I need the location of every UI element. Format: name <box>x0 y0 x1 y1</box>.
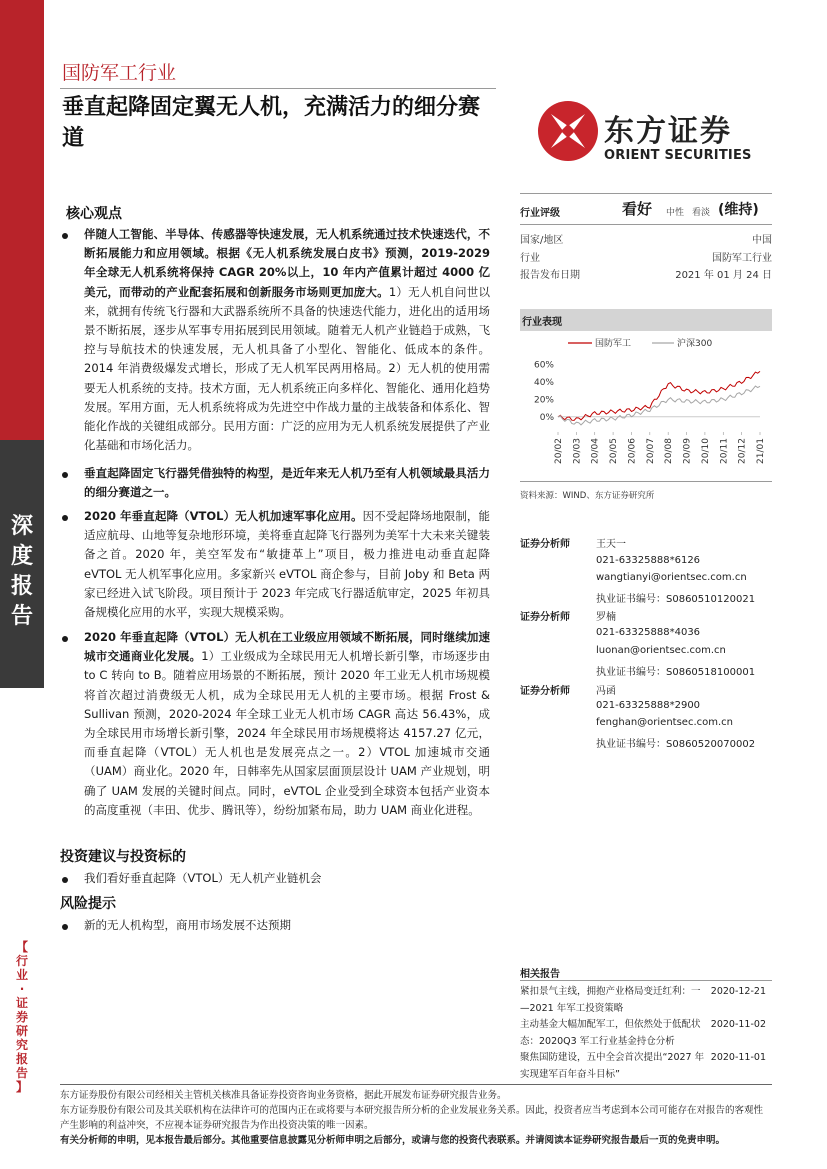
related-report-title: —2021 年军工投资策略 <box>520 1003 624 1014</box>
rating-option-neutral: 中性 <box>666 208 685 218</box>
bullet-dot <box>62 924 68 930</box>
analyst-email[interactable]: wangtianyi@orientsec.com.cn <box>596 572 747 583</box>
rating-label: 行业评级 <box>520 208 560 219</box>
bullet-dot <box>62 515 68 521</box>
analyst-name: 罗楠 <box>596 612 616 623</box>
emphasis-text: 2020 年垂直起降（VTOL）无人机加速军事化应用。 <box>84 509 363 523</box>
category-char: 究 <box>15 1038 28 1052</box>
core-view-paragraph-3 <box>84 507 490 622</box>
meta-key: 报告发布日期 <box>520 270 580 281</box>
analyst-role: 证券分析师 <box>520 612 570 623</box>
risk-item: 新的无人机构型，商用市场发展不达预期 <box>84 918 291 932</box>
orient-securities-logo-icon <box>537 100 599 162</box>
analyst-role: 证券分析师 <box>520 539 570 550</box>
x-tick-label: 20/12 <box>737 438 748 464</box>
analyst-cert: 执业证书编号：S0860520070002 <box>596 739 756 750</box>
core-view-paragraph-2 <box>84 464 490 502</box>
performance-heading-bar <box>520 309 772 331</box>
bullet-dot <box>62 877 68 883</box>
analyst-name: 王天一 <box>596 539 626 550</box>
core-view-heading: 核心观点 <box>66 206 122 222</box>
category-char: 】 <box>15 1080 28 1094</box>
category-char: 行 <box>15 954 28 968</box>
meta-key: 国家/地区 <box>520 235 564 246</box>
report-type-char: 告 <box>10 604 33 629</box>
related-report-title: 态：2020Q3 军工行业基金持仓分析 <box>520 1036 675 1047</box>
category-char: 券 <box>15 1010 28 1024</box>
x-tick-label: 20/06 <box>627 438 638 464</box>
report-type-char: 度 <box>10 544 33 569</box>
y-tick-label: 0% <box>539 412 554 423</box>
body-text: 1）工业级成为全球民用无人机增长新引擎，市场逐步由 to C 转向 to B。随着应用场景的不断拓展，预计 2020 年工业无人机市场规模将首次超过消费级无人机，成为全球民用无人机的主要市场。根据 Frost & Sullivan 预测，2020-2024 年全球工业无人机市场 CAGR 高达 56.43%，成为全球民用市场增长新引擎，2024 年全球民用市场规模将达 4157.27 亿元，而垂直起降（VTOL）无人机也是发展亮点之一。2）VTOL 加速城市交通（UAM）商业化。2020 年，日韩率先从国家层面顶层设计 UAM 产业规划，明确了 UAM 发展的关键时间点。同时，eVTOL 企业受到全球资本包括产业资本的高度重视（丰田、优步、腾讯等），纷纷加紧布局，助力 UAM 商业化进程。 <box>84 649 490 817</box>
x-tick-label: 20/04 <box>590 438 601 464</box>
rating-status: (维持) <box>718 202 759 218</box>
x-tick-label: 20/09 <box>682 438 693 464</box>
x-tick-label: 21/01 <box>756 438 766 464</box>
x-tick-label: 20/03 <box>572 438 583 464</box>
investment-heading: 投资建议与投资标的 <box>60 849 186 865</box>
body-text: 因不受起降场地限制，能适应航母、山地等复杂地形环境，美将垂直起降飞行器列为美军十大未来关键装备之首。2020 年，美空军发布“敏捷革上”项目，极力推进电动垂直起降 eVTOL 无人机军事化应用。多家新兴 eVTOL 商企参与，目前 Joby 和 Beta 两家已经进入试飞阶段。项目预计于 2023 年完成飞行器适航审定，2025 年初具备规模化应用的水平，实现大规模采购。 <box>84 509 491 620</box>
footer-line: 东方证券股份有限公司经相关主管机关核准具备证券投资咨询业务资格，据此开展发布证券研究报告业务。 <box>60 1090 507 1101</box>
bullet-dot <box>62 636 68 642</box>
report-type-label <box>0 440 44 688</box>
related-report-title: 紧扣景气主线，拥抱产业格局变迁红利：一 <box>520 986 701 997</box>
related-report-date: 2020-11-01 <box>710 1052 766 1063</box>
analyst-name: 冯函 <box>596 686 616 697</box>
category-char: 报 <box>15 1052 28 1066</box>
category-char: 研 <box>15 1024 28 1038</box>
x-tick-label: 20/10 <box>700 438 711 464</box>
performance-chart <box>520 334 772 484</box>
rating-value: 看好 <box>622 200 653 218</box>
legend-label-sector: 国防军工 <box>595 339 632 349</box>
analyst-role: 证券分析师 <box>520 686 570 697</box>
report-category-label <box>0 940 44 1094</box>
emphasis-text: 2020 年垂直起降（VTOL）无人机在工业级应用领域不断拓展，同时继续加速城市交通商业化发展。 <box>84 630 490 664</box>
investment-item: 我们看好垂直起降（VTOL）无人机产业链机会 <box>84 871 322 885</box>
x-tick-label: 20/07 <box>645 438 656 464</box>
related-report-title: 实现建军百年奋斗目标” <box>520 1069 620 1080</box>
rating-divider <box>520 224 772 225</box>
meta-value: 2021 年 01 月 24 日 <box>675 270 772 281</box>
legend-label-index: 沪深300 <box>677 339 713 349</box>
rating-top-rule <box>520 193 772 194</box>
core-view-paragraph-1 <box>84 225 490 455</box>
emphasis-text: 伴随人工智能、半导体、传感器等快速发展，无人机系统通过技术快速迭代，不断拓展能力和应用领域。根据《无人机系统发展白皮书》预测，2019-2029 年全球无人机系统将保持 CAGR 20%以上，10 年内产值累计超过 4000 亿美元，而带动的产业配套拓展和创新服务市场则更加庞大。 <box>84 227 490 299</box>
report-type-char: 深 <box>10 514 33 539</box>
x-tick-label: 20/05 <box>609 438 620 464</box>
core-view-paragraph-4 <box>84 628 490 820</box>
analyst-phone: 021-63325888*4036 <box>596 627 701 638</box>
footer-line: 东方证券股份有限公司及其关联机构在法律许可的范围内正在或将要与本研究报告所分析的企业发展业务关系。因此，投资者应当考虑到本公司可能存在对报告的客观性产生影响的利益冲突，不应视本证券研究报告为作出投资决策的唯一因素。 <box>60 1105 764 1131</box>
category-char: 证 <box>15 996 28 1010</box>
emphasis-text: 垂直起降固定飞行器凭借独特的构型，是近年来无人机乃至有人机领域最具活力的细分赛道之一。 <box>84 466 490 500</box>
analyst-cert: 执业证书编号：S0860518100001 <box>596 667 756 678</box>
footer-rule <box>60 1084 772 1085</box>
logo-text-en: ORIENT SECURITIES <box>604 148 752 163</box>
category-char: 【 <box>15 940 28 954</box>
analyst-email[interactable]: fenghan@orientsec.com.cn <box>596 717 733 728</box>
chart-bottom-rule <box>520 481 772 482</box>
risk-heading: 风险提示 <box>60 896 116 912</box>
related-report-title: 聚焦国防建设，五中全会首次提出“2027 年 <box>520 1052 705 1063</box>
bullet-dot <box>62 472 68 478</box>
related-report-title: 主动基金大幅加配军工，但依然处于低配状 <box>520 1019 701 1030</box>
related-report-item[interactable] <box>520 1016 772 1050</box>
analyst-cert: 执业证书编号：S0860510120021 <box>596 594 756 605</box>
analyst-email[interactable]: luonan@orientsec.com.cn <box>596 645 726 656</box>
y-tick-label: 20% <box>533 395 554 406</box>
related-report-date: 2020-11-02 <box>710 1019 766 1030</box>
related-report-date: 2020-12-21 <box>710 986 766 997</box>
analyst-phone: 021-63325888*6126 <box>596 555 701 566</box>
category-char: · <box>19 982 25 996</box>
body-text: 1）无人机自问世以来，就拥有传统飞行器和大武器系统所不具备的快速迭代能力，进化出的适用场景不断拓展，逐步从军事专用拓展到民用领域。随着无人机产业链趋于成熟，飞控与导航技术的快速发展，无人机具备了小型化、智能化、低成本的条件。2014 年消费级爆发式增长，形成了无人机军民两用格局。2）无人机的使用需要无人机系统的支持。技术方面，无人机系统正向多样化、智能化、通用化趋势发展。军用方面，无人机系统将成为先进空中作战力量的主战装备和体系化、智能化作战的关键组成部分。民用方面：广泛的应用为无人机系统发展提供了产业化基础和市场化活力。 <box>84 284 490 453</box>
footer-line: 有关分析师的申明，见本报告最后部分。其他重要信息披露见分析师申明之后部分，或请与您的投资代表联系。并请阅读本证券研究报告最后一页的免责申明。 <box>60 1135 726 1146</box>
meta-value: 中国 <box>752 235 772 246</box>
y-tick-label: 60% <box>533 360 554 371</box>
related-report-item[interactable] <box>520 1049 772 1083</box>
bullet-dot <box>62 233 68 239</box>
series-line-沪深300 <box>558 386 760 425</box>
y-tick-label: 40% <box>533 377 554 388</box>
meta-key: 行业 <box>520 253 540 264</box>
sidebar-accent-bar <box>0 0 44 440</box>
category-char: 告 <box>15 1066 28 1080</box>
footer-disclaimer <box>60 1088 772 1148</box>
x-tick-label: 20/08 <box>664 438 675 464</box>
category-char: 业 <box>15 968 28 982</box>
logo-text-cn: 东方证券 <box>604 114 732 149</box>
meta-value: 国防军工行业 <box>712 253 772 264</box>
related-reports-heading: 相关报告 <box>520 969 560 980</box>
report-title: 垂直起降固定翼无人机，充满活力的细分赛道 <box>62 95 481 151</box>
header-divider <box>60 88 496 89</box>
analyst-phone: 021-63325888*2900 <box>596 700 701 711</box>
x-tick-label: 20/11 <box>719 438 730 464</box>
industry-name: 国防军工行业 <box>62 62 177 84</box>
x-tick-label: 20/02 <box>554 438 564 464</box>
performance-heading: 行业表现 <box>522 317 562 328</box>
report-type-char: 报 <box>10 574 33 599</box>
chart-source: 资料来源：WIND、东方证券研究所 <box>520 491 655 501</box>
related-rule <box>520 980 772 981</box>
rating-option-negative: 看淡 <box>692 208 711 218</box>
related-report-item[interactable] <box>520 983 772 1017</box>
